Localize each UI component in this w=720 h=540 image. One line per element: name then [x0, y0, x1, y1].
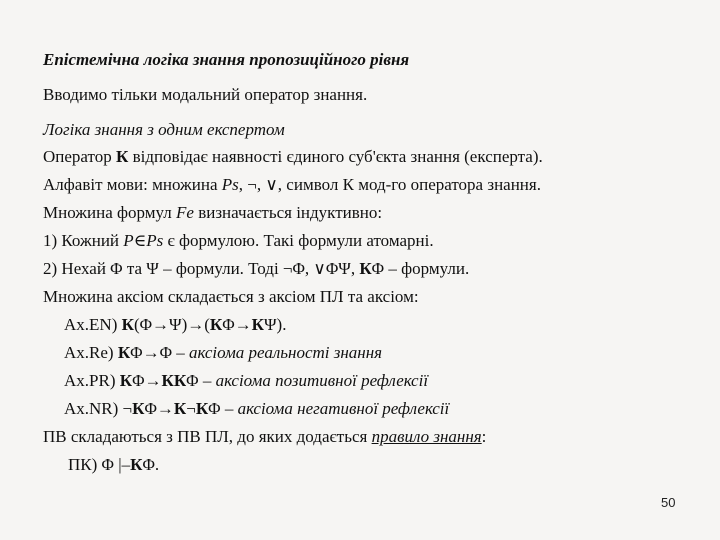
- axiom-re: [64, 343, 382, 363]
- formula: P∈Ps: [123, 231, 164, 250]
- rule-pk: [68, 455, 159, 475]
- operator-kk: КК: [161, 371, 187, 390]
- operator-k: К: [117, 343, 131, 362]
- text-segment: Φ –: [186, 371, 216, 390]
- axiom-pr: [64, 371, 428, 391]
- operator-k: К: [359, 259, 372, 278]
- text-line-intro: Вводимо тільки модальний оператор знання.: [43, 85, 368, 104]
- text-segment: Φ→: [222, 315, 252, 334]
- operator-k: К: [173, 399, 187, 418]
- slide-title: Епістемічна логіка знання пропозиційного рівня: [43, 50, 410, 69]
- text-segment: Φ→Φ –: [130, 343, 190, 362]
- text-segment: ¬: [186, 399, 196, 418]
- rule-of-knowledge: правило знання: [371, 427, 482, 446]
- axiom-description: аксіома позитивної рефлексії: [215, 371, 429, 390]
- text-segment: Φ.: [142, 455, 160, 474]
- text-segment: Алфавіт мови: множина: [43, 175, 222, 194]
- operator-k: К: [121, 315, 134, 334]
- text-segment: Оператор: [43, 147, 116, 166]
- operator-k: К: [251, 315, 264, 334]
- axiom-description: аксіома реальності знання: [189, 343, 383, 362]
- text-segment: визначається індуктивно:: [193, 203, 383, 222]
- text-line-axioms: Множина аксіом складається з аксіом ПЛ та аксіом:: [43, 287, 419, 306]
- text-segment: є формулою. Такі формули атомарні.: [163, 231, 434, 250]
- text-segment: 1) Кожний: [43, 231, 124, 250]
- operator-k: К: [119, 371, 133, 390]
- text-segment: , ¬, ∨, символ К мод-го оператора знання.: [238, 175, 541, 194]
- text-segment: ПК) Φ |–: [68, 455, 131, 474]
- operator-k: К: [115, 147, 129, 166]
- text-segment: Φ→: [132, 371, 162, 390]
- text-line-rule-1: [43, 231, 434, 251]
- text-segment: Φ→: [144, 399, 174, 418]
- text-segment: 2) Нехай Φ та Ψ – формули. Тоді ¬Φ, ∨ΦΨ,: [43, 259, 360, 278]
- operator-k: К: [130, 455, 143, 474]
- set-ps: Ps: [221, 175, 239, 194]
- page-number: 50: [661, 495, 676, 510]
- text-line-rule-2: [43, 259, 469, 279]
- axiom-description: аксіома негативної рефлексії: [237, 399, 450, 418]
- text-segment: ПВ складаються з ПВ ПЛ, до яких додається: [43, 427, 372, 446]
- text-line-inference: [43, 427, 486, 447]
- operator-k: К: [132, 399, 145, 418]
- text-segment: Множина формул: [43, 203, 177, 222]
- text-line-formulas: [43, 203, 382, 223]
- operator-k: К: [209, 315, 223, 334]
- axiom-nr: [64, 399, 449, 419]
- text-segment: відповідає наявності єдиного суб'єкта знання (експерта).: [128, 147, 543, 166]
- text-segment: :: [481, 427, 487, 446]
- text-segment: (Φ→Ψ)→(: [133, 315, 210, 334]
- axiom-en: [64, 315, 286, 335]
- set-fe: Fe: [176, 203, 194, 222]
- text-segment: Φ – формули.: [371, 259, 470, 278]
- text-segment: Ax.NR) ¬: [64, 399, 133, 418]
- text-segment: Ax.Re): [64, 343, 118, 362]
- operator-k: К: [195, 399, 209, 418]
- text-segment: Ax.EN): [64, 315, 122, 334]
- text-segment: Φ –: [208, 399, 238, 418]
- section-heading: Логіка знання з одним експертом: [43, 120, 285, 139]
- text-line-operator: [43, 147, 543, 167]
- text-segment: Ax.PR): [64, 371, 120, 390]
- text-line-alphabet: [43, 175, 541, 195]
- text-segment: Ψ).: [263, 315, 287, 334]
